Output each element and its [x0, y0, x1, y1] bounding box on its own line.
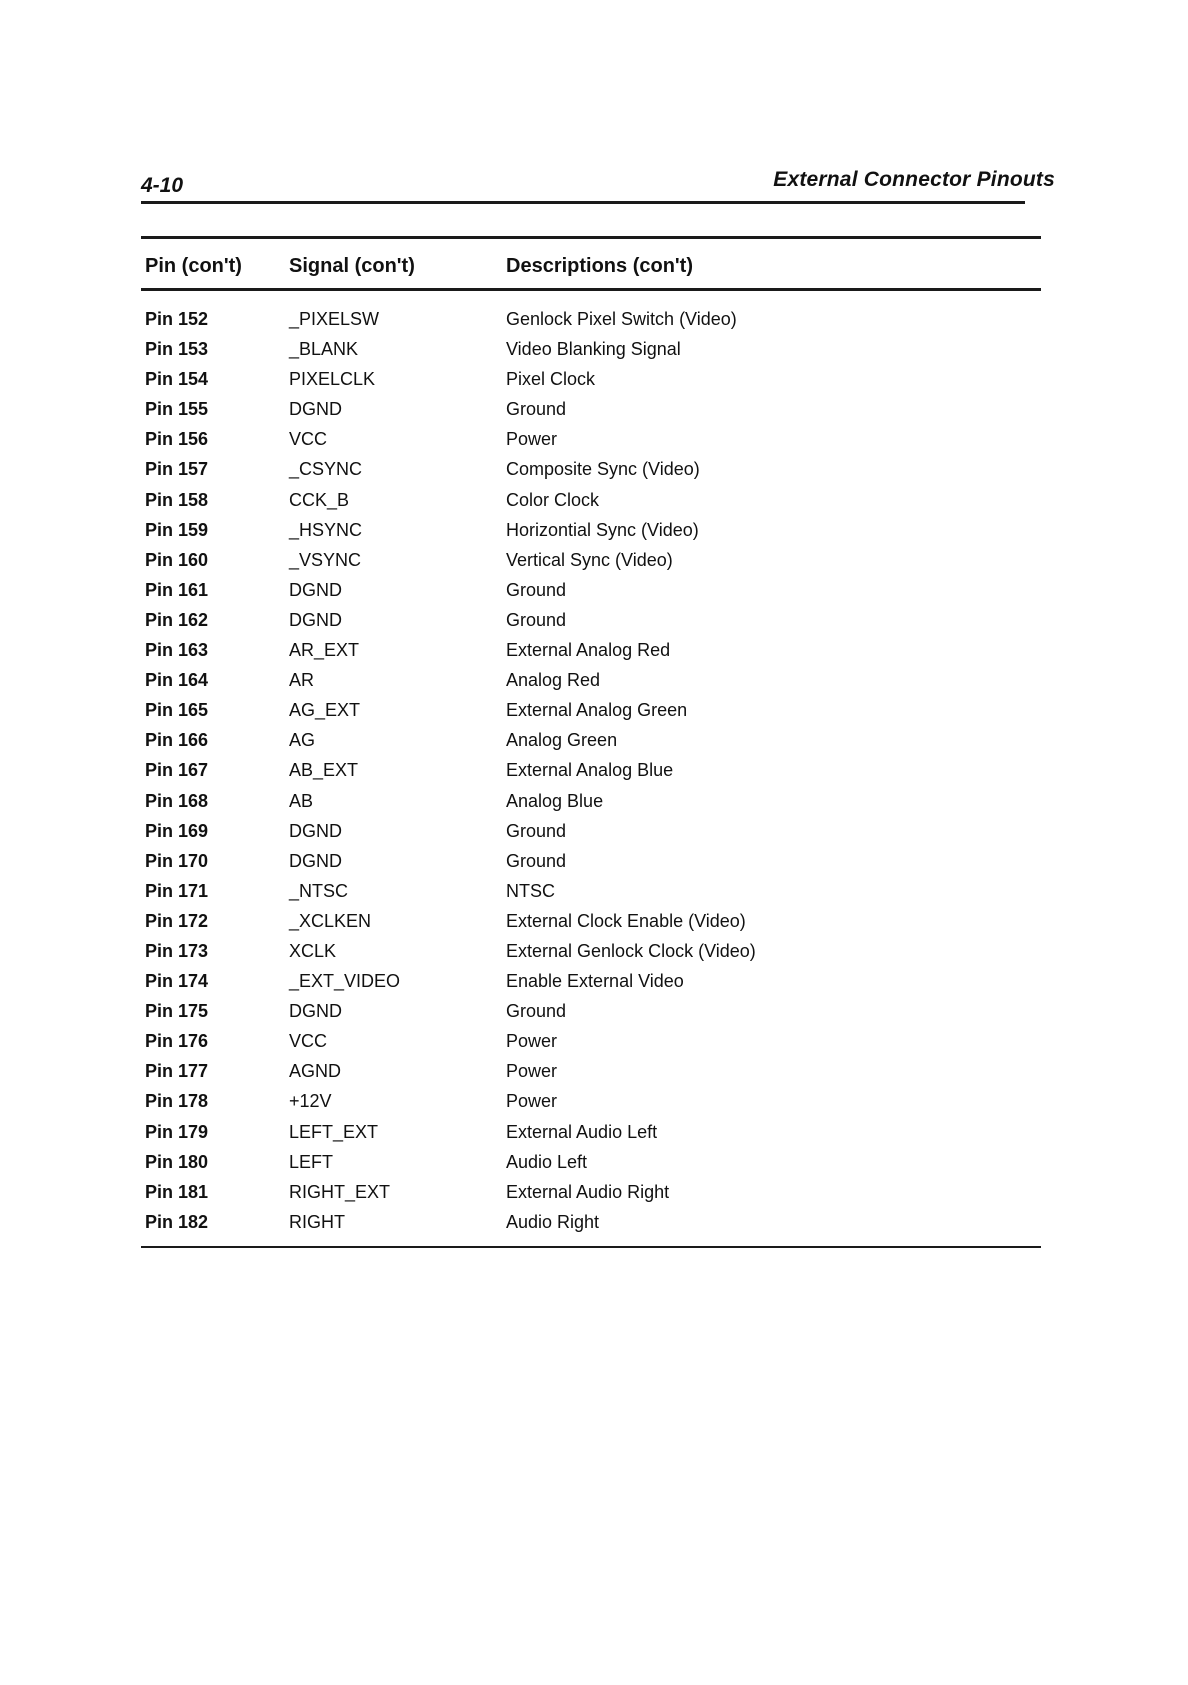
- description-cell: Ground: [506, 1001, 567, 1022]
- table-row: [141, 938, 1041, 968]
- description-cell: Ground: [506, 820, 567, 841]
- table-row: [141, 1179, 1041, 1209]
- signal-cell: LEFT: [289, 1151, 334, 1172]
- table-row: [141, 848, 1041, 878]
- description-cell: Ground: [506, 850, 567, 871]
- pin-cell: Pin 166: [145, 730, 209, 751]
- table-row: [141, 727, 1041, 757]
- signal-cell: _PIXELSW: [289, 309, 380, 329]
- description-cell: Audio Right: [506, 1211, 600, 1232]
- table-row: [141, 1209, 1041, 1239]
- pin-cell: Pin 154: [145, 369, 209, 390]
- table-row: [141, 1119, 1041, 1149]
- pin-cell: Pin 160: [145, 549, 209, 570]
- column-header-pin: Pin (con't): [145, 255, 242, 277]
- signal-cell: +12V: [289, 1091, 332, 1112]
- table-row: [141, 667, 1041, 697]
- description-cell: Pixel Clock: [506, 369, 596, 390]
- column-header-signal: Signal (con't): [289, 255, 415, 277]
- signal-cell: _VSYNC: [289, 549, 362, 570]
- description-cell: Horizontial Sync (Video): [506, 519, 699, 540]
- signal-cell: DGND: [289, 399, 342, 420]
- pin-cell: Pin 175: [145, 1001, 209, 1022]
- description-cell: Ground: [506, 609, 567, 630]
- page-header: [141, 166, 1055, 202]
- page-number: 4-10: [141, 174, 184, 197]
- pin-cell: Pin 158: [145, 489, 209, 510]
- signal-cell: PIXELCLK: [289, 369, 376, 390]
- signal-cell: VCC: [289, 1031, 328, 1052]
- table-row: [141, 366, 1041, 396]
- table-row: [141, 487, 1041, 517]
- description-cell: NTSC: [506, 880, 555, 901]
- signal-cell: VCC: [289, 429, 328, 450]
- signal-cell: _BLANK: [289, 339, 359, 360]
- pin-cell: Pin 171: [145, 880, 209, 901]
- signal-cell: _XCLKEN: [289, 910, 372, 931]
- table-row: [141, 547, 1041, 577]
- pin-cell: Pin 176: [145, 1031, 209, 1052]
- section-title: External Connector Pinouts: [773, 168, 1055, 191]
- pin-cell: Pin 174: [145, 971, 209, 992]
- description-cell: Analog Green: [506, 730, 618, 751]
- pin-cell: Pin 163: [145, 640, 209, 661]
- description-cell: Color Clock: [506, 489, 600, 510]
- header-divider: [141, 201, 1025, 204]
- pin-cell: Pin 155: [145, 399, 209, 420]
- signal-cell: DGND: [289, 850, 342, 871]
- description-cell: Power: [506, 1061, 558, 1082]
- description-cell: Video Blanking Signal: [506, 339, 681, 360]
- pin-cell: Pin 164: [145, 670, 209, 691]
- pin-cell: Pin 168: [145, 790, 209, 811]
- description-cell: External Genlock Clock (Video): [506, 940, 756, 961]
- pin-cell: Pin 156: [145, 429, 209, 450]
- table-row: [141, 517, 1041, 547]
- pin-cell: Pin 178: [145, 1091, 209, 1112]
- signal-cell: AGND: [289, 1061, 342, 1082]
- pin-cell: Pin 152: [145, 309, 209, 329]
- pin-cell: Pin 153: [145, 339, 209, 360]
- table-header-row: [141, 255, 1041, 285]
- signal-cell: RIGHT_EXT: [289, 1181, 391, 1202]
- pin-cell: Pin 173: [145, 940, 209, 961]
- description-cell: Ground: [506, 579, 567, 600]
- signal-cell: XCLK: [289, 940, 337, 961]
- description-cell: External Audio Right: [506, 1181, 670, 1202]
- signal-cell: DGND: [289, 820, 342, 841]
- signal-cell: _EXT_VIDEO: [289, 971, 401, 992]
- pin-cell: Pin 157: [145, 459, 209, 480]
- pin-cell: Pin 159: [145, 519, 209, 540]
- signal-cell: _CSYNC: [289, 459, 363, 480]
- table-row: [141, 998, 1041, 1028]
- description-cell: External Audio Left: [506, 1121, 658, 1142]
- table-header-divider: [141, 288, 1041, 291]
- description-cell: Enable External Video: [506, 971, 684, 992]
- signal-cell: AR: [289, 670, 315, 691]
- table-row: [141, 336, 1041, 366]
- table-row: [141, 306, 1041, 336]
- description-cell: External Clock Enable (Video): [506, 910, 746, 931]
- table-row: [141, 637, 1041, 667]
- signal-cell: RIGHT: [289, 1211, 345, 1232]
- table-row: [141, 1028, 1041, 1058]
- pin-cell: Pin 162: [145, 609, 209, 630]
- signal-cell: _HSYNC: [289, 519, 363, 540]
- description-cell: Power: [506, 429, 558, 450]
- description-cell: Composite Sync (Video): [506, 459, 700, 480]
- pin-cell: Pin 180: [145, 1151, 209, 1172]
- table-row: [141, 607, 1041, 637]
- pin-cell: Pin 161: [145, 579, 209, 600]
- table-top-divider: [141, 236, 1041, 239]
- signal-cell: DGND: [289, 579, 342, 600]
- pin-cell: Pin 167: [145, 760, 209, 781]
- description-cell: External Analog Red: [506, 640, 671, 661]
- table-row: [141, 1149, 1041, 1179]
- description-cell: External Analog Green: [506, 700, 688, 721]
- signal-cell: AG_EXT: [289, 700, 361, 721]
- signal-cell: AB_EXT: [289, 760, 359, 781]
- description-cell: Analog Blue: [506, 790, 604, 811]
- signal-cell: DGND: [289, 1001, 342, 1022]
- table-row: [141, 577, 1041, 607]
- table-row: [141, 818, 1041, 848]
- signal-cell: LEFT_EXT: [289, 1121, 379, 1142]
- table-row: [141, 456, 1041, 486]
- description-cell: Power: [506, 1091, 558, 1112]
- pin-cell: Pin 165: [145, 700, 209, 721]
- description-cell: Power: [506, 1031, 558, 1052]
- signal-cell: AB: [289, 790, 314, 811]
- signal-cell: _NTSC: [289, 880, 349, 901]
- pin-cell: Pin 181: [145, 1181, 209, 1202]
- pin-cell: Pin 172: [145, 910, 209, 931]
- table-row: [141, 757, 1041, 787]
- description-cell: Ground: [506, 399, 567, 420]
- table-row: [141, 788, 1041, 818]
- description-cell: External Analog Blue: [506, 760, 674, 781]
- description-cell: Analog Red: [506, 670, 601, 691]
- table-row: [141, 968, 1041, 998]
- table-row: [141, 1088, 1041, 1118]
- table-row: [141, 396, 1041, 426]
- pin-cell: Pin 169: [145, 820, 209, 841]
- table-row: [141, 697, 1041, 727]
- table-row: [141, 426, 1041, 456]
- table-row: [141, 878, 1041, 908]
- column-header-description: Descriptions (con't): [506, 255, 693, 277]
- table-row: [141, 1058, 1041, 1088]
- pin-cell: Pin 170: [145, 850, 209, 871]
- pin-cell: Pin 179: [145, 1121, 209, 1142]
- signal-cell: CCK_B: [289, 489, 350, 510]
- description-cell: Vertical Sync (Video): [506, 549, 673, 570]
- table-row: [141, 908, 1041, 938]
- signal-cell: DGND: [289, 609, 342, 630]
- table-bottom-divider: [141, 1246, 1041, 1248]
- signal-cell: AG: [289, 730, 316, 751]
- pin-cell: Pin 182: [145, 1211, 209, 1232]
- signal-cell: AR_EXT: [289, 640, 360, 661]
- description-cell: Genlock Pixel Switch (Video): [506, 309, 737, 329]
- pinout-table-body: [141, 306, 1041, 1239]
- pin-cell: Pin 177: [145, 1061, 209, 1082]
- description-cell: Audio Left: [506, 1151, 588, 1172]
